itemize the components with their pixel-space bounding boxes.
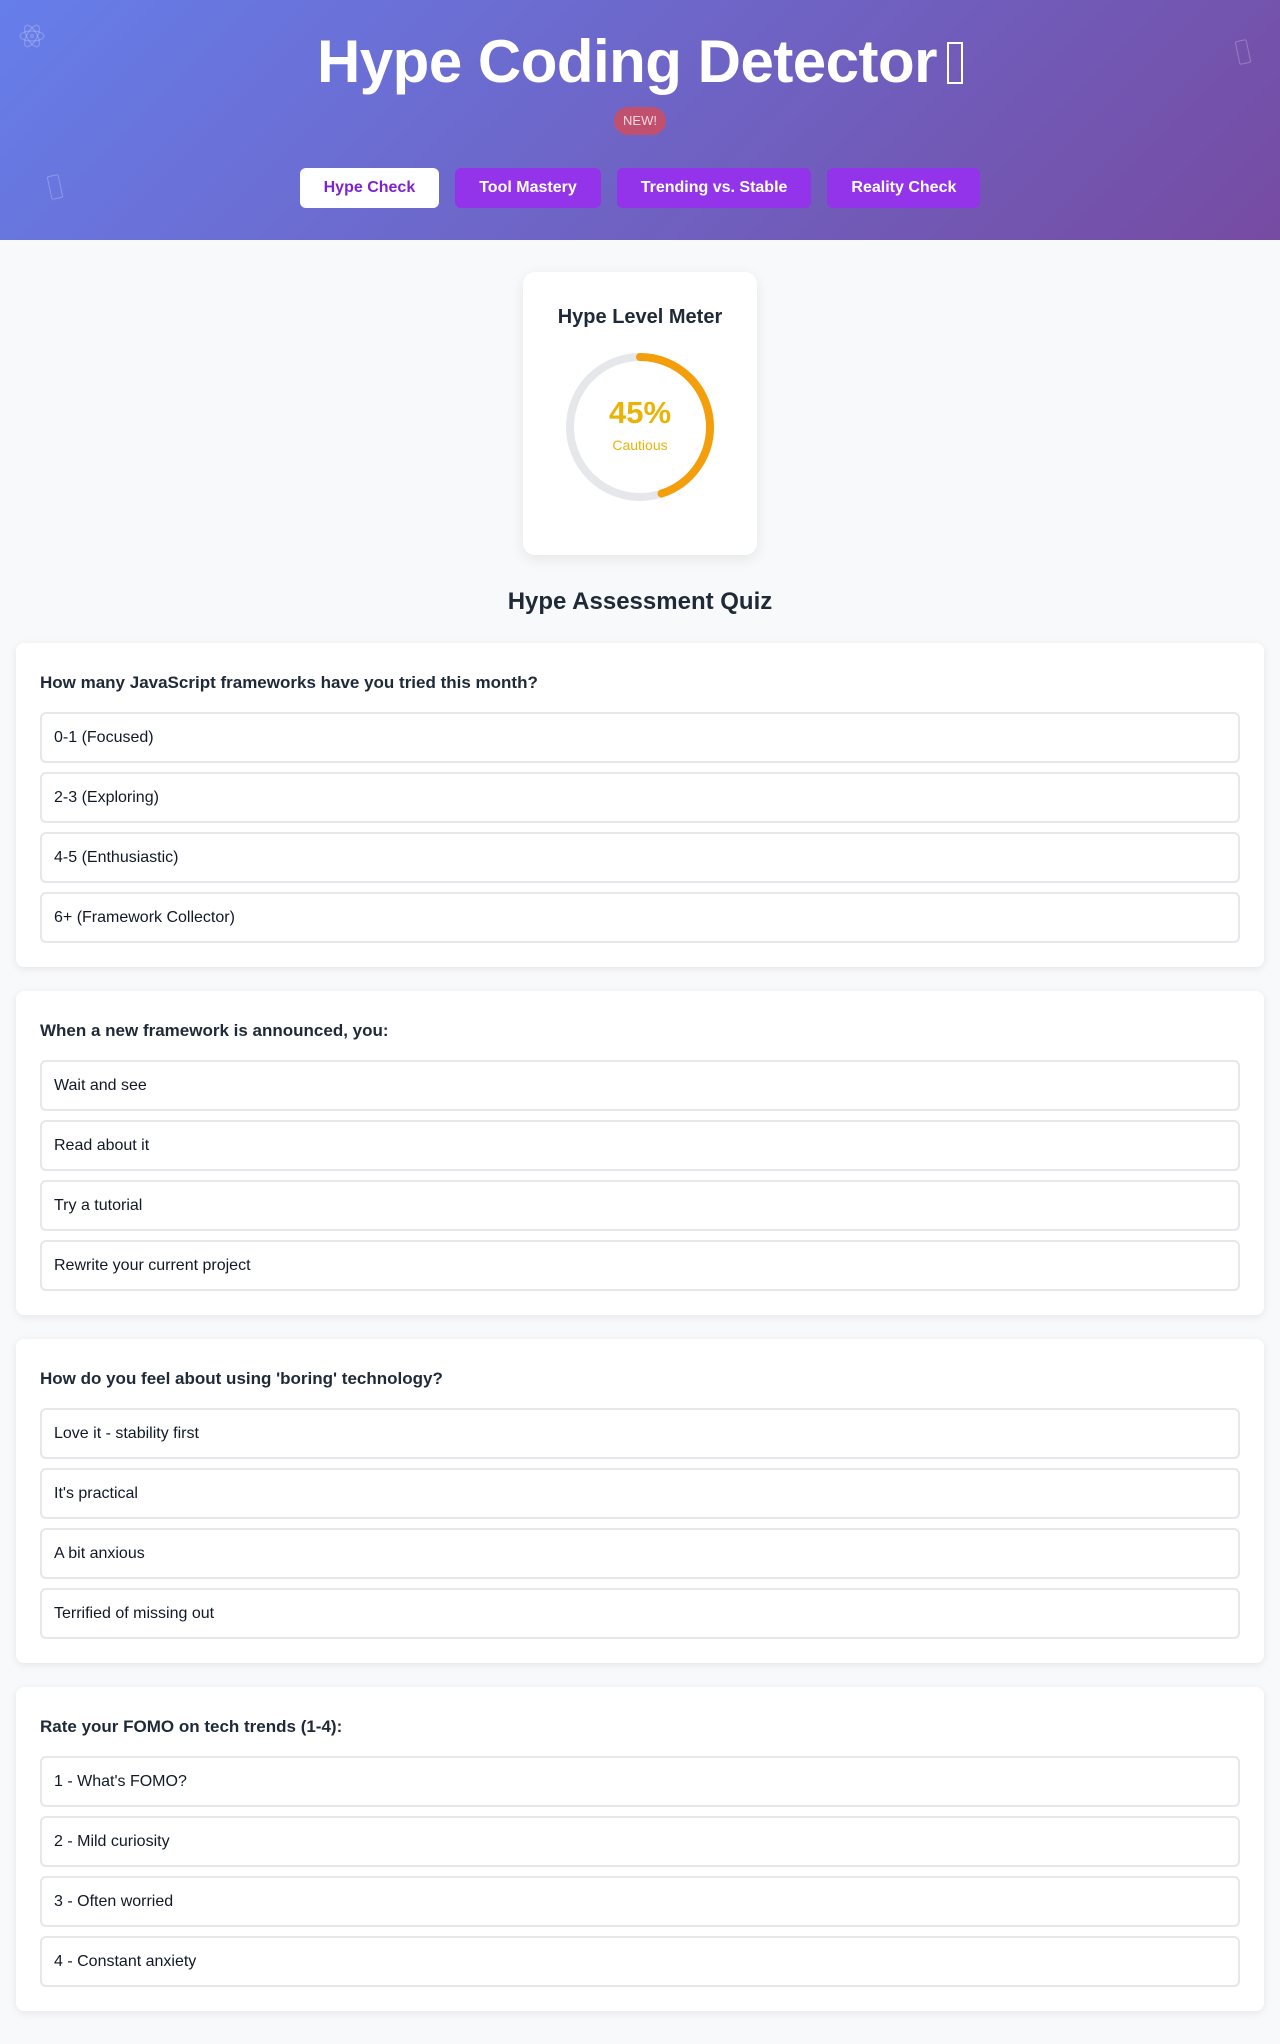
answer-option[interactable]: 2 - Mild curiosity: [40, 1816, 1240, 1867]
answer-option[interactable]: 4-5 (Enthusiastic): [40, 832, 1240, 883]
question-text: How do you feel about using 'boring' technology?: [40, 1369, 443, 1388]
question-text: How many JavaScript frameworks have you tried this month?: [40, 673, 538, 692]
answer-option[interactable]: Read about it: [40, 1120, 1240, 1171]
answer-option[interactable]: Wait and see: [40, 1060, 1240, 1111]
question-text: When a new framework is announced, you:: [40, 1021, 389, 1040]
answer-option[interactable]: Try a tutorial: [40, 1180, 1240, 1231]
quiz-questions: [16, 643, 1264, 2035]
tab-bar: [0, 168, 1280, 208]
answer-option[interactable]: 3 - Often worried: [40, 1876, 1240, 1927]
tab-reality-check[interactable]: Reality Check: [827, 168, 980, 208]
question-card: [16, 1687, 1264, 2011]
question-card: [16, 991, 1264, 1315]
gauge-label: Cautious: [612, 437, 668, 453]
missing-glyph-icon: [947, 42, 963, 84]
hype-gauge: [564, 351, 716, 503]
answer-option[interactable]: It's practical: [40, 1468, 1240, 1519]
answer-option[interactable]: A bit anxious: [40, 1528, 1240, 1579]
tab-hype-check[interactable]: Hype Check: [300, 168, 440, 208]
tab-trending-vs-stable[interactable]: Trending vs. Stable: [617, 168, 812, 208]
quiz-title: Hype Assessment Quiz: [507, 588, 773, 615]
answer-option[interactable]: 6+ (Framework Collector): [40, 892, 1240, 943]
new-badge: NEW!: [614, 107, 666, 135]
answer-option[interactable]: Terrified of missing out: [40, 1588, 1240, 1639]
gauge-value: 45%: [608, 395, 672, 430]
answer-option[interactable]: Love it - stability first: [40, 1408, 1240, 1459]
meter-title: Hype Level Meter: [557, 306, 723, 328]
app-header: [0, 0, 1280, 240]
answer-option[interactable]: Rewrite your current project: [40, 1240, 1240, 1291]
page-title: [0, 22, 1280, 102]
hype-meter-card: [523, 272, 757, 555]
question-card: [16, 643, 1264, 967]
answer-option[interactable]: 2-3 (Exploring): [40, 772, 1240, 823]
question-text: Rate your FOMO on tech trends (1-4):: [40, 1717, 343, 1736]
page-title-text: Hype Coding Detector: [316, 28, 938, 95]
answer-option[interactable]: 1 - What's FOMO?: [40, 1756, 1240, 1807]
answer-option[interactable]: 0-1 (Focused): [40, 712, 1240, 763]
answer-option[interactable]: 4 - Constant anxiety: [40, 1936, 1240, 1987]
tab-tool-mastery[interactable]: Tool Mastery: [455, 168, 601, 208]
question-card: [16, 1339, 1264, 1663]
